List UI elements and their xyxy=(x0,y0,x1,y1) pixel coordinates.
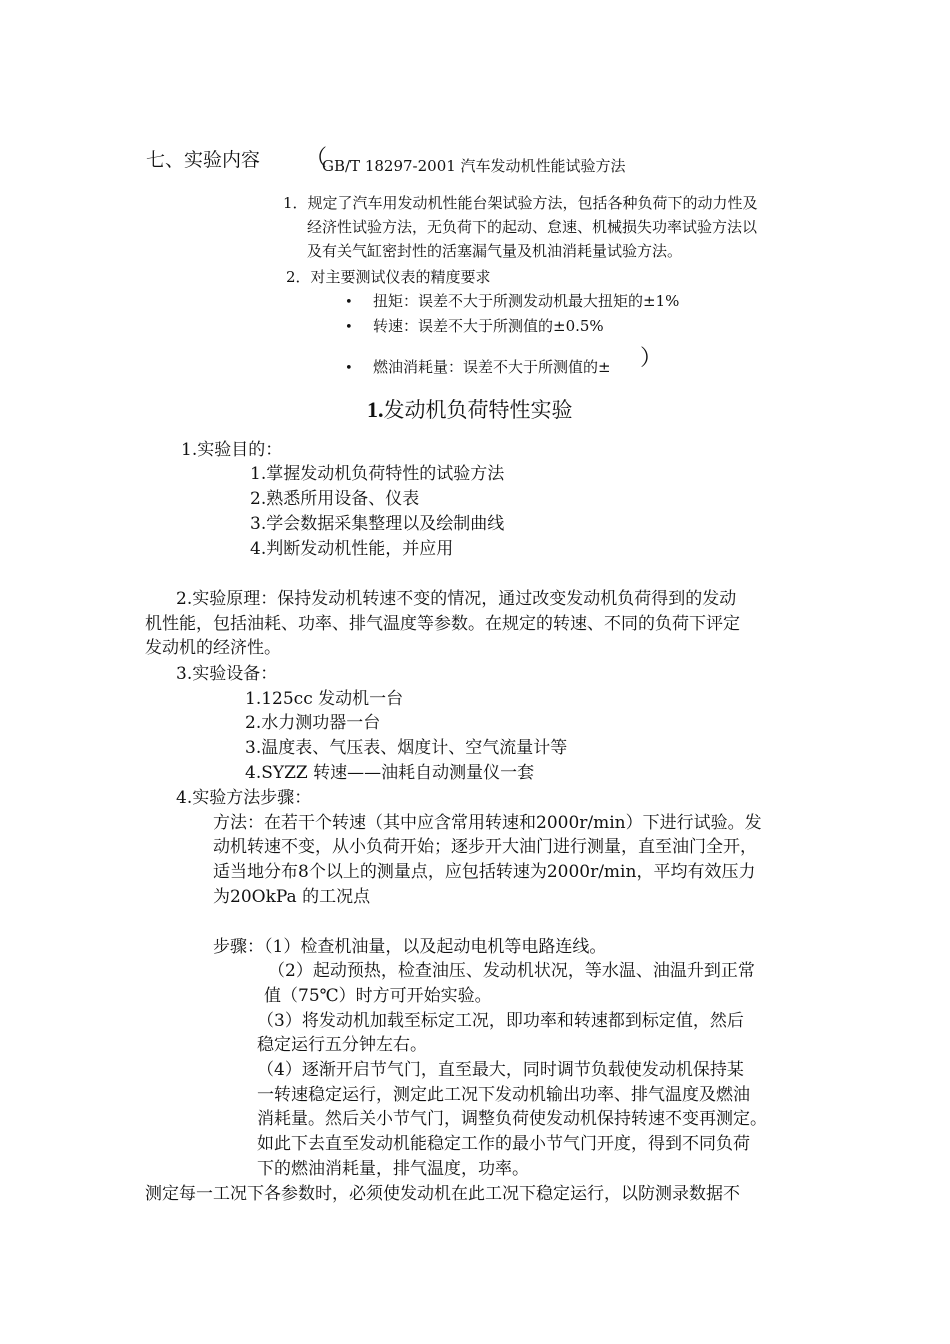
step-4-line-5: 下的燃油消耗量，排气温度，功率。 xyxy=(257,1159,529,1179)
bullet-dot: • xyxy=(345,361,353,376)
purpose-item-2: 2.熟悉所用设备、仪表 xyxy=(250,489,420,509)
equipment-item-4: 4.SYZZ 转速——油耗自动测量仪一套 xyxy=(245,763,535,783)
purpose-item-1: 1.掌握发动机负荷特性的试验方法 xyxy=(250,464,505,484)
equipment-item-1: 1.125cc 发动机一台 xyxy=(245,689,404,709)
bullet-dot: • xyxy=(345,295,353,310)
requirement-item-1-line-2: 经济性试验方法，无负荷下的起动、怠速、机械损失功率试验方法以 xyxy=(307,218,758,236)
principle-line-3: 发动机的经济性。 xyxy=(145,638,281,658)
final-line: 测定每一工况下各参数时，必须使发动机在此工况下稳定运行，以防测录数据不 xyxy=(145,1184,740,1204)
bullet-dot: • xyxy=(345,320,353,335)
method-line-3: 适当地分布8个以上的测量点，应包括转速为2000r/min，平均有效压力 xyxy=(213,862,756,882)
section-heading: 七、实验内容 xyxy=(146,149,261,171)
method-line-2: 动机转速不变，从小负荷开始；逐步开大油门进行测量，直至油门全开， xyxy=(213,837,757,857)
bullet-fuel: 燃油消耗量：误差不大于所测值的± xyxy=(373,358,611,376)
step-3-line-1: （3）将发动机加载至标定工况，即功率和转速都到标定值，然后 xyxy=(257,1011,744,1031)
steps-label: 4.实验方法步骤： xyxy=(176,788,312,808)
method-line-1: 方法：在若干个转速（其中应含常用转速和2000r/min）下进行试验。发 xyxy=(213,813,762,833)
equipment-item-2: 2.水力测功器一台 xyxy=(245,713,381,733)
step-4-line-4: 如此下去直至发动机能稳定工作的最小节气门开度，得到不同负荷 xyxy=(257,1134,750,1154)
close-parenthesis: ） xyxy=(640,346,663,371)
purpose-item-3: 3.学会数据采集整理以及绘制曲线 xyxy=(250,514,505,534)
experiment-title-text: 发动机负荷特性实验 xyxy=(383,398,573,422)
equipment-label: 3.实验设备： xyxy=(176,664,278,684)
principle-line-2: 机性能，包括油耗、功率、排气温度等参数。在规定的转速、不同的负荷下评定 xyxy=(145,614,740,634)
step-2-line-1: （2）起动预热，检查油压、发动机状况，等水温、油温升到正常 xyxy=(268,961,755,981)
bullet-torque: 扭矩：误差不大于所测发动机最大扭矩的±1% xyxy=(373,292,680,310)
method-line-4: 为20OkPa 的工况点 xyxy=(213,887,371,907)
step-1: 步骤：（1）检查机油量，以及起动电机等电路连线。 xyxy=(213,937,607,957)
step-4-line-2: 一转速稳定运行，测定此工况下发动机输出功率、排气温度及燃油 xyxy=(257,1085,750,1105)
bullet-speed: 转速：误差不大于所测值的±0.5% xyxy=(373,317,604,335)
step-4-line-3: 消耗量。然后关小节气门，调整负荷使发动机保持转速不变再测定。 xyxy=(257,1109,767,1129)
experiment-title xyxy=(367,399,573,421)
purpose-item-4: 4.判断发动机性能，并应用 xyxy=(250,539,454,559)
requirement-item-1-line-1: 1．规定了汽车用发动机性能台架试验方法，包括各种负荷下的动力性及 xyxy=(283,194,758,212)
requirement-item-1-line-3: 及有关气缸密封性的活塞漏气量及机油消耗量试验方法。 xyxy=(307,242,683,260)
standard-reference: GB/T 18297-2001 汽车发动机性能试验方法 xyxy=(322,157,626,175)
equipment-item-3: 3.温度表、气压表、烟度计、空气流量计等 xyxy=(245,738,568,758)
principle-line-1: 2.实验原理：保持发动机转速不变的情况，通过改变发动机负荷得到的发动 xyxy=(176,589,737,609)
purpose-label: 1.实验目的： xyxy=(181,440,283,460)
step-4-line-1: （4）逐渐开启节气门，直至最大，同时调节负载使发动机保持某 xyxy=(257,1060,744,1080)
open-parenthesis: （ xyxy=(305,146,328,171)
requirement-item-2: 2．对主要测试仪表的精度要求 xyxy=(286,268,491,286)
step-2-line-2: 值（75℃）时方可开始实验。 xyxy=(264,986,492,1006)
experiment-title-number: 1. xyxy=(367,397,384,422)
step-3-line-2: 稳定运行五分钟左右。 xyxy=(257,1035,427,1055)
